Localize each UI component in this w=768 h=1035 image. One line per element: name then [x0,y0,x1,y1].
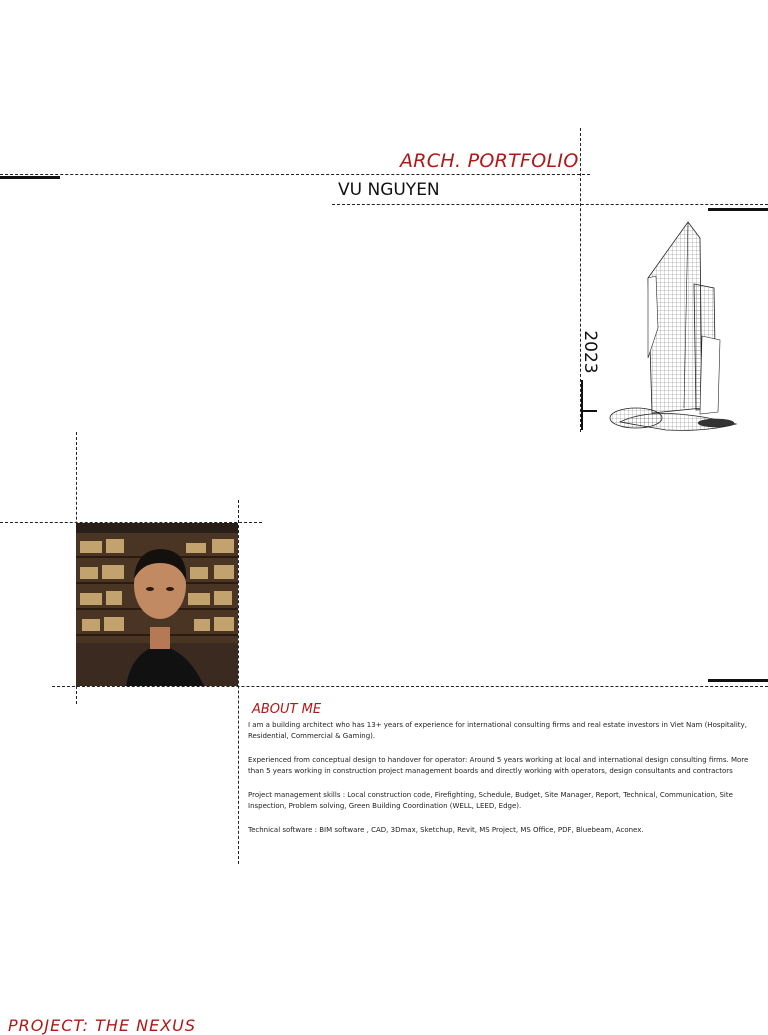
guide-line-photo-right [238,500,239,864]
guide-line-top [0,174,590,175]
profile-photo [76,523,238,686]
accent-bar-left [0,176,60,179]
next-project-title: PROJECT: THE NEXUS [8,1016,197,1035]
portfolio-title: ARCH. PORTFOLIO [400,150,579,172]
guide-line-about [52,686,768,687]
about-me-body [248,720,756,850]
year-tick [581,410,597,412]
guide-line-name [332,204,768,205]
about-paragraph-skills: Project management skills : Local construction code, Firefighting, Schedule, Budget, Site Manager, Report, Technical, Communication, Site Inspection, Problem solving, Green Building Coordination (WELL, LEED, Edge). [248,791,733,810]
about-paragraph-career: Experienced from conceptual design to handover for operator: Around 5 years working at local and international design consulting firms. More than 5 years working in construction project management boards and directly working with operators, design consultants and contractors [248,756,749,775]
accent-bar-right [708,208,768,211]
year-bar [581,380,583,430]
author-name: VU NGUYEN [338,180,440,200]
about-me-heading: ABOUT ME [252,702,322,717]
about-paragraph-software: Technical software : BIM software , CAD, 3Dmax, Sketchup, Revit, MS Project, MS Office, PDF, Bluebeam, Aconex. [248,826,644,834]
portfolio-year: 2023 [580,330,600,374]
about-paragraph-experience: I am a building architect who has 13+ years of experience for international consulting firms and real estate investors in Viet Nam (Hospitality, Residential, Commercial & Gaming). [248,721,747,740]
accent-bar-about [708,679,768,682]
tower-sketch-illustration [596,218,738,432]
profile-photo-image [76,523,238,686]
